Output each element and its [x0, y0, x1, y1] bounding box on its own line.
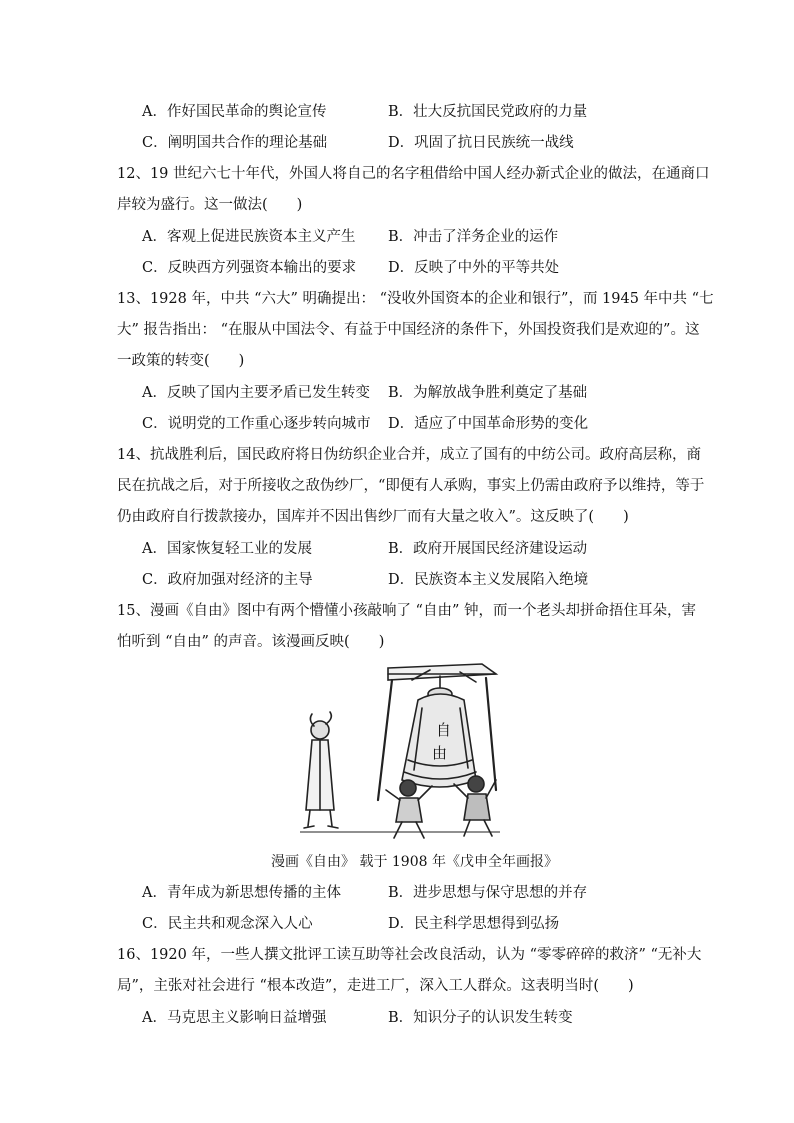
- q15-option-b[interactable]: B．进步思想与保守思想的并存: [388, 885, 588, 901]
- q14-option-a[interactable]: A．国家恢复轻工业的发展: [142, 541, 312, 557]
- q11-option-a[interactable]: A．作好国民革命的舆论宣传: [142, 104, 327, 120]
- q12-option-b[interactable]: B．冲击了洋务企业的运作: [388, 229, 559, 245]
- liberty-bell-cartoon: [300, 660, 500, 842]
- q15-stem-line-1: 15、漫画《自由》图中有两个懵懂小孩敲响了 “自由” 钟，而一个老头却拼命捂住耳朵，害: [117, 603, 696, 619]
- q14-stem-line-3: 仍由政府自行拨款接办，国库并不因出售纱厂而有大量之收入”。这反映了( ): [117, 509, 629, 525]
- q15-option-c[interactable]: C．民主共和观念深入人心: [142, 916, 313, 932]
- q13-option-a[interactable]: A．反映了国内主要矛盾已发生转变: [142, 385, 370, 401]
- q13-stem-line-1: 13、1928 年，中共 “六大” 明确提出： “没收外国资本的企业和银行”，而 1945 年中共 “七: [117, 291, 714, 307]
- q14-option-d[interactable]: D．民族资本主义发展陷入绝境: [388, 572, 589, 588]
- q11-option-b[interactable]: B．壮大反抗国民党政府的力量: [388, 104, 588, 120]
- q13-option-d[interactable]: D．适应了中国革命形势的变化: [388, 416, 589, 432]
- q12-stem-line-2: 岸较为盛行。这一做法( ): [117, 197, 303, 213]
- q11-option-d[interactable]: D．巩固了抗日民族统一战线: [388, 135, 574, 151]
- q14-option-b[interactable]: B．政府开展国民经济建设运动: [388, 541, 588, 557]
- q14-stem-line-1: 14、抗战胜利后，国民政府将日伪纺织企业合并，成立了国有的中纺公司。政府高层称，商: [117, 447, 701, 463]
- q14-option-c[interactable]: C．政府加强对经济的主导: [142, 572, 313, 588]
- q15-option-a[interactable]: A．青年成为新思想传播的主体: [142, 885, 341, 901]
- q11-option-c[interactable]: C．阐明国共合作的理论基础: [142, 135, 328, 151]
- q16-stem-line-1: 16、1920 年，一些人撰文批评工读互助等社会改良活动，认为 “零零碎碎的救济” “无补大: [117, 947, 702, 963]
- q15-option-d[interactable]: D．民主科学思想得到弘扬: [388, 916, 560, 932]
- q13-stem-line-2: 大” 报告指出： “在服从中国法令、有益于中国经济的条件下，外国投资我们是欢迎的”。这: [117, 322, 700, 338]
- q15-stem-line-2: 怕听到 “自由” 的声音。该漫画反映( ): [117, 634, 385, 650]
- q16-stem-line-2: 局”，主张对社会进行 “根本改造”，走进工厂，深入工人群众。这表明当时( ): [117, 978, 634, 994]
- q12-option-a[interactable]: A．客观上促进民族资本主义产生: [142, 229, 356, 245]
- bell-char-1: 自: [436, 721, 452, 739]
- q13-stem-line-3: 一政策的转变( ): [117, 353, 245, 369]
- q16-option-a[interactable]: A．马克思主义影响日益增强: [142, 1010, 327, 1026]
- q14-stem-line-2: 民在抗战之后，对于所接收之敌伪纱厂，“即便有人承购，事实上仍需由政府予以维持，等于: [117, 478, 705, 494]
- q12-option-d[interactable]: D．反映了中外的平等共处: [388, 260, 560, 276]
- bell-char-2: 由: [432, 744, 448, 762]
- q13-option-c[interactable]: C．说明党的工作重心逐步转向城市: [142, 416, 371, 432]
- q13-option-b[interactable]: B．为解放战争胜利奠定了基础: [388, 385, 588, 401]
- q12-option-c[interactable]: C．反映西方列强资本输出的要求: [142, 260, 357, 276]
- q16-option-b[interactable]: B．知识分子的认识发生转变: [388, 1010, 573, 1026]
- q12-stem-line-1: 12、19 世纪六七十年代，外国人将自己的名字租借给中国人经办新式企业的做法，在通商口: [117, 166, 710, 182]
- cartoon-caption: 漫画《自由》 载于 1908 年《戊申全年画报》: [271, 854, 558, 870]
